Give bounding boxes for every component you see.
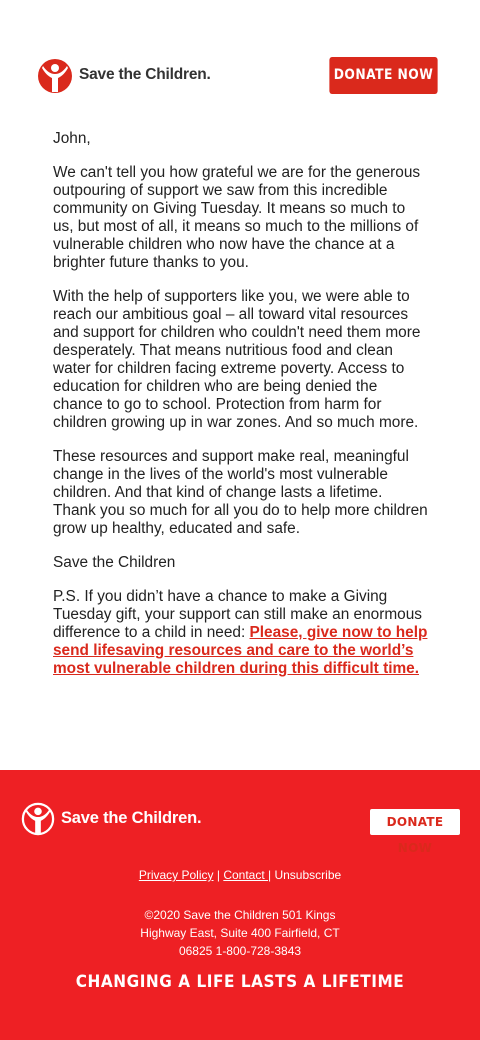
email-header bbox=[0, 0, 480, 120]
link-separator: | bbox=[268, 868, 275, 882]
contact-link[interactable]: Contact bbox=[223, 868, 269, 882]
footer-address bbox=[0, 906, 480, 960]
link-separator: | bbox=[213, 868, 224, 882]
donate-now-button[interactable]: DONATE NOW bbox=[329, 57, 437, 94]
save-the-children-logo[interactable] bbox=[37, 56, 211, 94]
greeting: John, bbox=[53, 130, 91, 147]
privacy-policy-link[interactable]: Privacy Policy bbox=[138, 868, 214, 882]
footer-logo[interactable] bbox=[21, 800, 201, 836]
footer-donate-now-button[interactable]: DONATE NOW bbox=[370, 809, 460, 835]
brand-name: Save the Children. bbox=[79, 66, 211, 83]
unsubscribe-link[interactable]: Unsubscribe bbox=[274, 868, 342, 882]
child-figure-icon bbox=[37, 56, 73, 94]
paragraph-3: These resources and support make real, meaningful change in the lives of the world's most vulnerable children. And that kind of change lasts a lifetime. Thank you so much for all you do to help more children grow up healthy, educated and safe. bbox=[53, 448, 428, 537]
footer-brand-name: Save the Children. bbox=[61, 808, 202, 827]
letter-body bbox=[53, 130, 429, 694]
address-line-1: ©2020 Save the Children 501 Kings bbox=[144, 908, 336, 922]
address-line-3: 06825 1-800-728-3843 bbox=[178, 944, 302, 958]
email-footer bbox=[0, 770, 480, 1040]
paragraph-1: We can't tell you how grateful we are for the generous outpouring of support we saw from this incredible community on Giving Tuesday. It means so much to us, but most of all, it means so much to the millions of vulnerable children who now have the chance at a brighter future thanks to you. bbox=[53, 164, 421, 271]
give-now-link[interactable]: Please, give now to help send lifesaving resources and care to the world’s most vulnerable children during this difficult time. bbox=[53, 624, 428, 677]
address-line-2: Highway East, Suite 400 Fairfield, CT bbox=[140, 926, 340, 940]
postscript bbox=[53, 588, 429, 678]
footer-links bbox=[0, 868, 480, 882]
postscript-text: P.S. If you didn’t have a chance to make a Giving Tuesday gift, your support can still make an enormous difference to a child in need: bbox=[53, 588, 422, 641]
child-figure-icon bbox=[21, 800, 55, 836]
paragraph-2: With the help of supporters like you, we were able to reach our ambitious goal – all toward vital resources and support for children who couldn't need them more desperately. That means nutritious food and clean water for children facing extreme poverty. Access to education for children who are being denied the chance to go to school. Protection from harm for children growing up in war zones. And so much more. bbox=[53, 288, 421, 431]
footer-tagline: CHANGING A LIFE LASTS A LIFETIME bbox=[75, 972, 405, 992]
signoff: Save the Children bbox=[53, 554, 176, 571]
